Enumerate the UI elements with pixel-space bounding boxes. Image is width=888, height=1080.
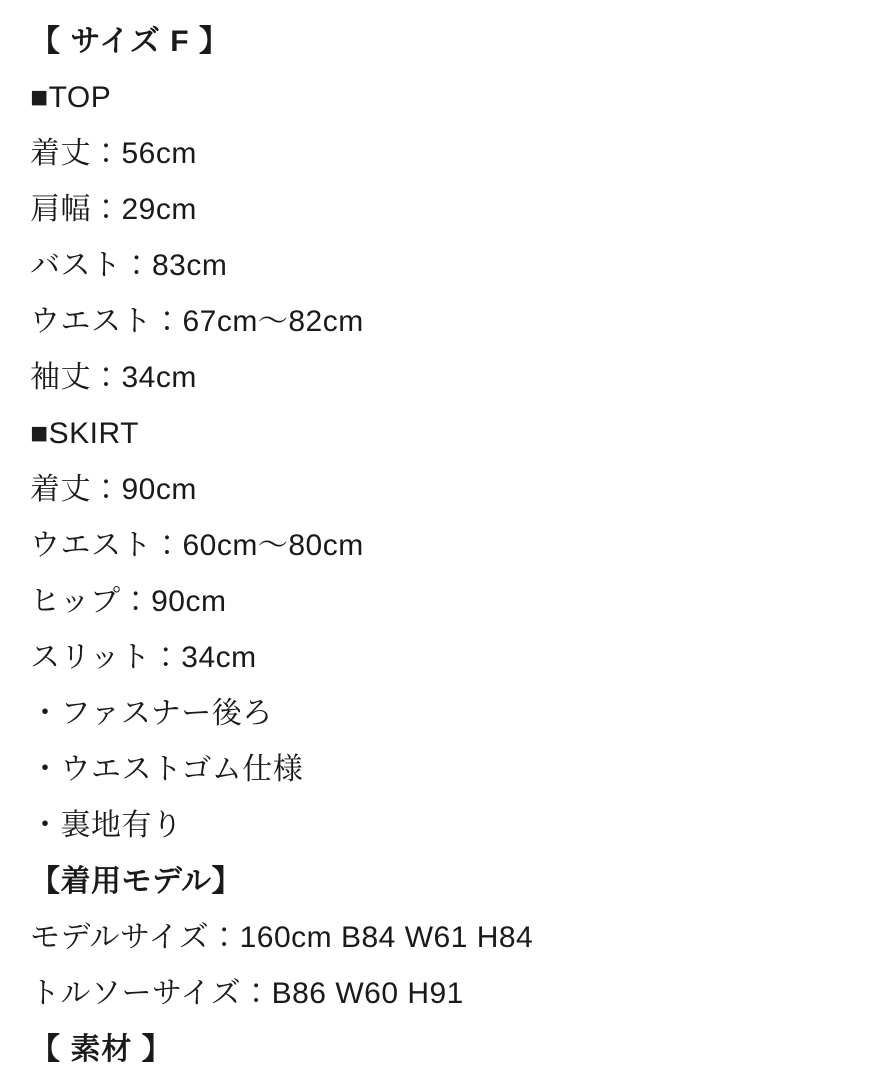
skirt-waist-measurement: ウエスト：60cm〜80cm xyxy=(30,529,364,562)
skirt-hip-measurement: ヒップ：90cm xyxy=(30,585,227,618)
model-section-heading: 【着用モデル】 xyxy=(30,865,242,898)
feature-zipper-back: ・ファスナー後ろ xyxy=(30,697,273,730)
top-sleeve-measurement: 袖丈：34cm xyxy=(30,361,197,394)
top-waist-measurement: ウエスト：67cm〜82cm xyxy=(30,305,364,338)
top-length-measurement: 着丈：56cm xyxy=(30,137,197,170)
skirt-length-measurement: 着丈：90cm xyxy=(30,473,197,506)
model-size-info: モデルサイズ：160cm B84 W61 H84 xyxy=(30,921,534,954)
feature-lining: ・裏地有り xyxy=(30,809,183,842)
material-section-heading: 【 素材 】 xyxy=(30,1033,173,1066)
top-bust-measurement: バスト：83cm xyxy=(30,249,228,282)
size-section-heading: 【 サイズ F 】 xyxy=(30,25,230,58)
torso-size-info: トルソーサイズ：B86 W60 H91 xyxy=(30,977,464,1010)
top-shoulder-measurement: 肩幅：29cm xyxy=(30,193,197,226)
top-section-label: ■TOP xyxy=(30,81,112,114)
skirt-section-label: ■SKIRT xyxy=(30,417,139,450)
feature-elastic-waist: ・ウエストゴム仕様 xyxy=(30,753,304,786)
skirt-slit-measurement: スリット：34cm xyxy=(30,641,257,674)
